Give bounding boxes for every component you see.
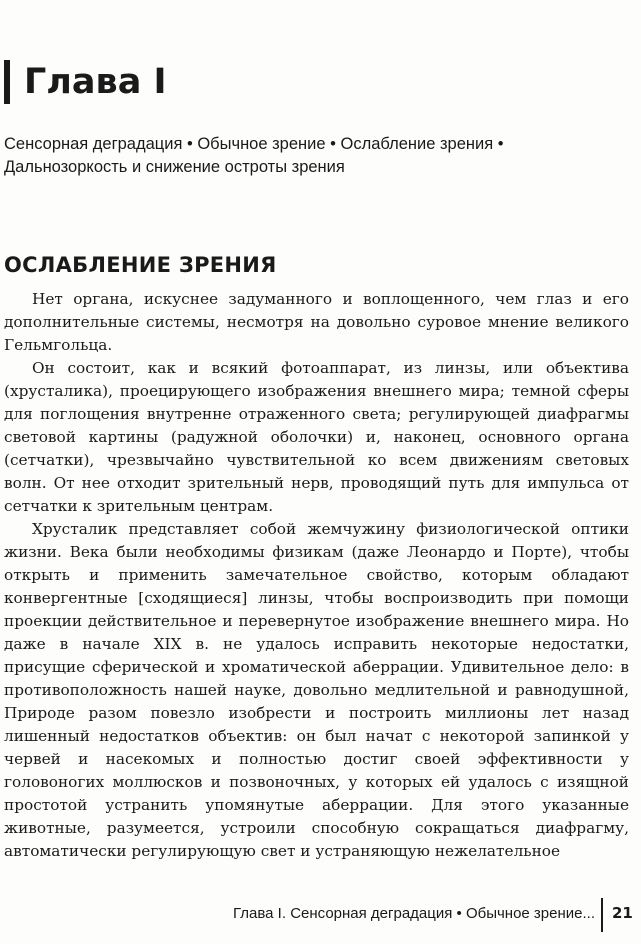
- chapter-heading: [4, 60, 167, 104]
- chapter-bar-decoration: [4, 60, 10, 104]
- footer-divider: [601, 898, 603, 932]
- paragraph: Он состоит, как и всякий фотоаппарат, из линзы, или объектива (хрусталика), проецирующего изображения внешнего мира; темной сферы для поглощения внутренне отраженного света; регулирующей диафрагмы световой картины (радужной оболочки) и, наконец, основного органа (сетчатки), чрезвычайно чувствительной ко всем движениям световых волн. От нее отходит зрительный нерв, проводящий путь для импульса от сетчатки к зрительным центрам.: [4, 359, 629, 515]
- page-footer: [0, 898, 641, 932]
- paragraph: Хрусталик представляет собой жемчужину физиологической оптики жизни. Века были необходимы физикам (даже Леонардо и Порте), чтобы открыть и применить замечательное свойство, которым обладают конвергентные [сходящиеся] линзы, чтобы воспроизводить при помощи проекции действительное и перевернутое изображение внешнего мира. Но даже в начале XIX в. не удалось исправить некоторые недостатки, присущие сферической и хроматической аберрации. Удивительное дело: в противоположность нашей науке, довольно медлительной и равнодушной, Природе разом повезло изобрести и построить миллионы лет назад лишенный недостатков объектив: он был начат с некоторой запинкой у червей и насекомых и полностью достиг своей эффективности у головоногих моллюсков и позвоночных, у которых ей удалось с изящной простотой устранить упомянутые аберрации. Для этого указанные животные, разумеется, устроили способную сокращаться диафрагму, автоматически регулирующую свет и устраняющую нежелательное: [4, 520, 629, 860]
- chapter-subtitle: Сенсорная деградация • Обычное зрение • Ослабление зрения • Дальнозоркость и снижение остроты зрения: [4, 135, 504, 176]
- running-head: Глава I. Сенсорная деградация • Обычное зрение...: [233, 905, 595, 922]
- paragraph: Нет органа, искуснее задуманного и воплощенного, чем глаз и его дополнительные системы, несмотря на довольно суровое мнение великого Гельмгольца.: [4, 290, 629, 354]
- section-title: ОСЛАБЛЕНИЕ ЗРЕНИЯ: [4, 253, 277, 277]
- chapter-title: Глава I: [24, 62, 167, 102]
- body-text: [4, 288, 629, 863]
- page-number: 21: [612, 904, 633, 922]
